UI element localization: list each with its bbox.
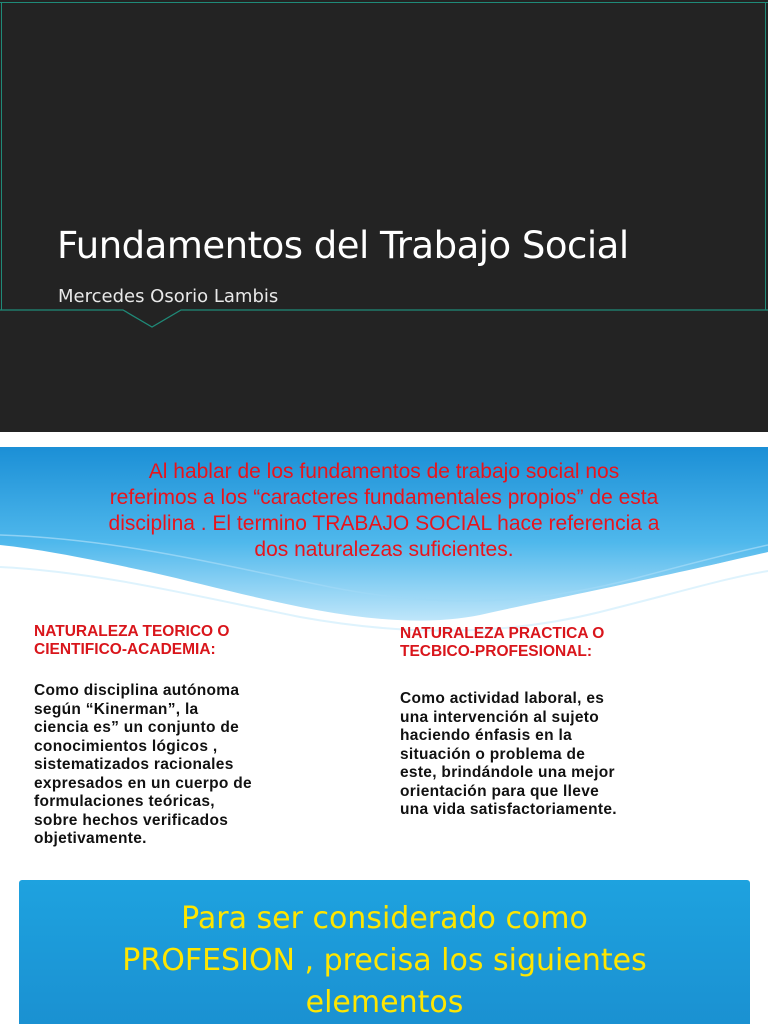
body-line: sobre hechos verificados	[34, 811, 229, 829]
slide-title: Fundamentos del Trabajo Social	[57, 224, 629, 267]
body-line: ciencia es” un conjunto de	[34, 719, 240, 736]
heading-line: TECBICO-PROFESIONAL:	[400, 643, 593, 660]
content-slide	[0, 447, 768, 1024]
frame-line-left	[1, 2, 2, 310]
slide-subtitle: Mercedes Osorio Lambis	[58, 286, 279, 307]
heading-line: CIENTIFICO-ACADEMIA:	[34, 641, 216, 658]
heading-line: NATURALEZA TEORICO O	[34, 623, 230, 640]
heading-line: NATURALEZA PRACTICA O	[400, 625, 605, 642]
body-line: conocimientos lógicos ,	[34, 737, 218, 755]
intro-line: disciplina . El termino TRABAJO SOCIAL hace referencia a	[108, 512, 660, 535]
frame-line-top	[0, 2, 768, 3]
box-line: PROFESION , precisa los siguientes	[122, 943, 647, 978]
body-line: este, brindándole una mejor	[400, 764, 615, 781]
right-column-heading	[400, 625, 604, 661]
body-line: sistematizados racionales	[34, 756, 234, 773]
intro-line: Al hablar de los fundamentos de trabajo social nos	[148, 460, 620, 483]
left-column-body	[34, 682, 252, 849]
body-line: Como actividad laboral, es	[400, 690, 605, 707]
title-slide	[0, 0, 768, 432]
intro-paragraph	[0, 459, 768, 563]
left-column-heading	[34, 623, 229, 659]
body-line: formulaciones teóricas,	[34, 793, 215, 810]
body-line: situación o problema de	[400, 745, 586, 763]
intro-line: referimos a los “caracteres fundamentales propios” de esta	[109, 486, 659, 509]
box-line: Para ser considerado como	[181, 901, 588, 936]
profession-box	[19, 880, 750, 1024]
body-line: haciendo énfasis en la	[400, 727, 572, 744]
body-line: orientación para que lleve	[400, 782, 600, 800]
body-line: una vida satisfactoriamente.	[400, 801, 617, 818]
body-line: una intervención al sujeto	[400, 708, 600, 726]
accent-divider	[0, 300, 768, 340]
frame-line-right	[765, 2, 766, 310]
right-column-body	[400, 690, 617, 820]
body-line: según “Kinerman”, la	[34, 700, 199, 718]
box-line: elementos	[305, 985, 464, 1020]
body-line: objetivamente.	[34, 830, 147, 847]
profession-box-text	[19, 898, 750, 1024]
body-line: Como disciplina autónoma	[34, 682, 240, 699]
body-line: expresados en un cuerpo de	[34, 774, 252, 792]
intro-line: dos naturalezas suficientes.	[254, 538, 514, 561]
